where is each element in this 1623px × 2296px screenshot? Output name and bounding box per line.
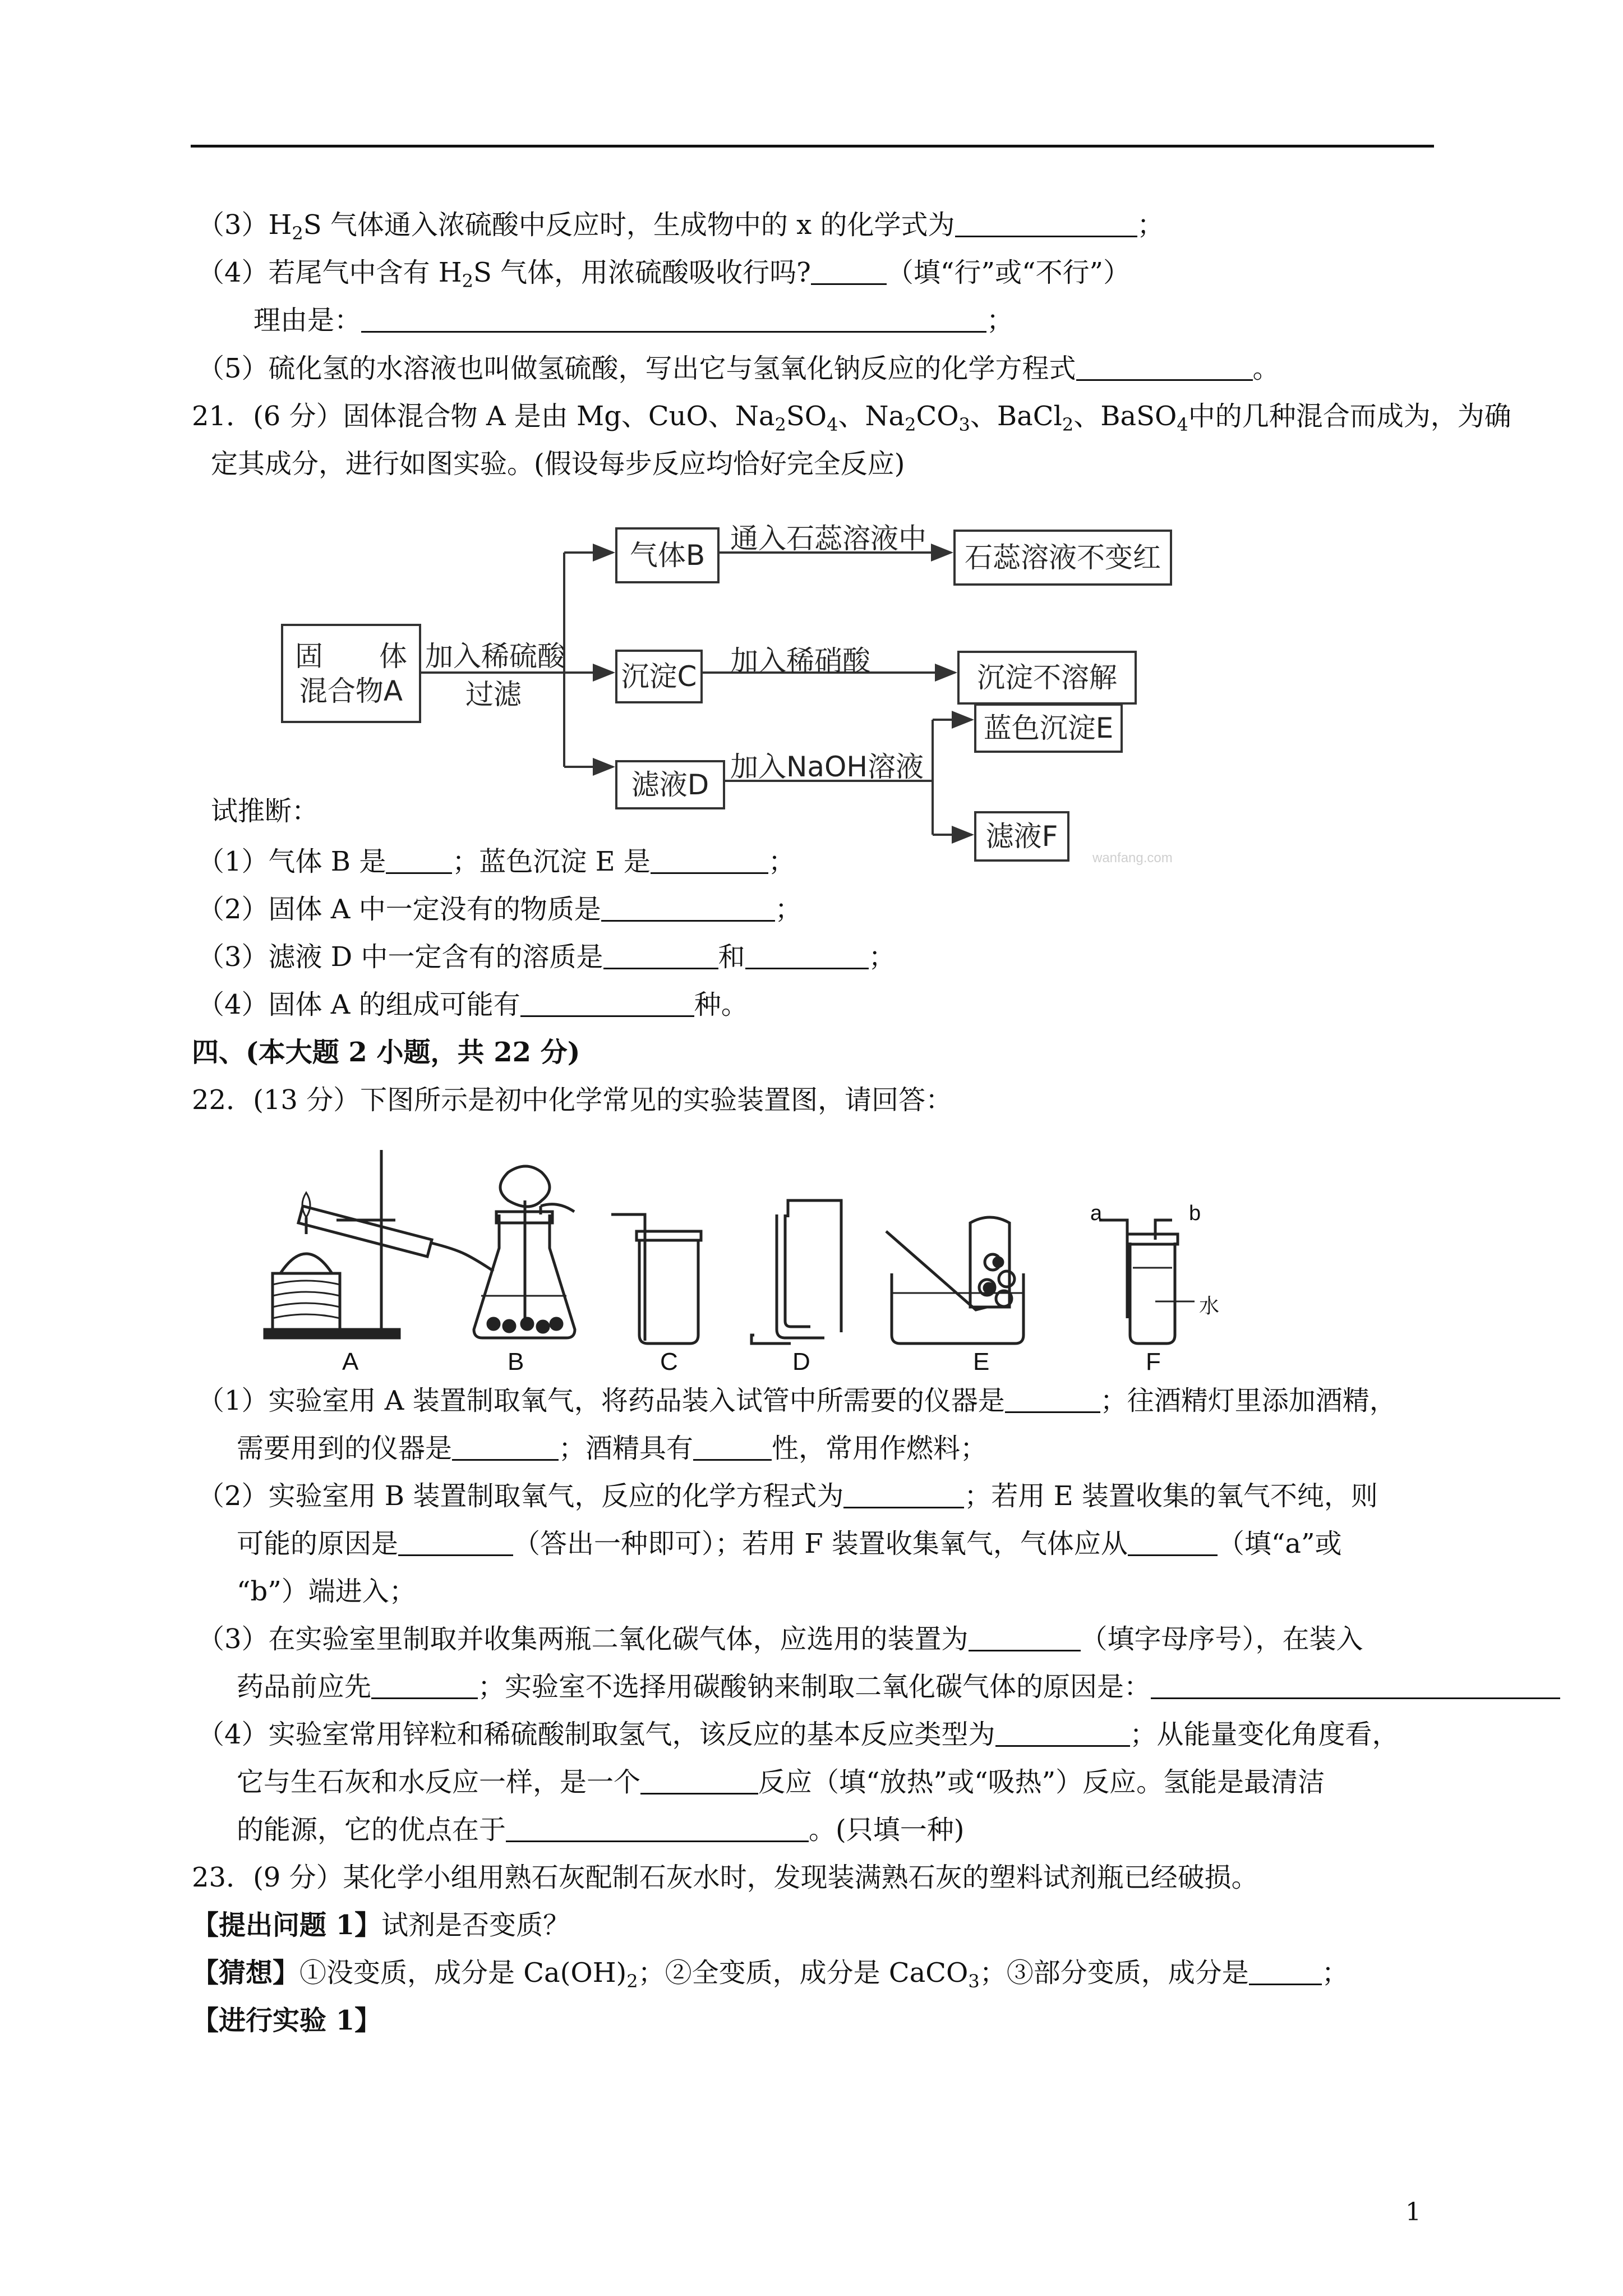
answer-blank[interactable] [1249,1958,1322,1985]
q20-part4-reason: 理由是： ； [253,305,1014,336]
answer-blank[interactable] [1005,1386,1100,1413]
port-label-b: b [1189,1202,1201,1225]
q22-part4-line2: 它与生石灰和水反应一样，是一个 反应（填“放热”或“吸热”）反应。氢能是最清洁 [237,1766,1325,1798]
box-gas-b: 气体B [615,527,720,583]
box-precipitate-insoluble: 沉淀不溶解 [957,651,1137,705]
q22-part3-line2: 药品前应先 ；实验室不选择用碳酸钠来制取二氧化碳气体的原因是： [237,1670,1560,1704]
step-pass-into-litmus: 通入石蕊溶液中 [730,522,926,555]
port-label-a: a [1090,1202,1103,1225]
answer-blank[interactable] [969,1624,1081,1651]
apparatus-label-c: C [660,1348,678,1375]
q20-part3: $(3)H_2S$ 气体通入浓硫酸中反应时，生成物中的 x 的化学式为 ； [197,209,1164,244]
step-add-dilute-nitric-acid: 加入稀硝酸 [730,645,870,677]
box-solid-mixture-a: 固 体 混合物A [281,624,421,723]
q21-answer3: （3）滤液 D 中一定含有的溶质是 和 ； [197,941,896,973]
box-blue-precipitate-e: 蓝色沉淀E [974,703,1123,753]
q22-part2-line1: （2）实验室用 B 装置制取氧气，反应的化学方程式为 ；若用 E 装置收集的氧气不纯，则 [197,1480,1378,1512]
section-4-heading: 四、(本大题 2 小题，共 22 分) [192,1037,580,1068]
q23-question1: 【提出问题 1】试剂是否变质？ [192,1910,570,1941]
step-add-dilute-sulfuric-acid: 加入稀硫酸 [425,640,565,673]
answer-blank[interactable] [371,1672,478,1699]
q21-infer: 试推断： [211,795,319,827]
q23-experiment1: 【进行实验 1】 [192,2005,382,2036]
answer-blank[interactable] [693,1433,772,1461]
q22-stem: 22．(13 分）下图所示是初中化学常见的实验装置图，请回答： [192,1084,953,1116]
q22-part4-line3: 的能源，它的优点在于 。(只填一种) [237,1814,965,1846]
q21-stem-line2: 定其成分，进行如图实验。(假设每步反应均恰好完全反应) [211,448,905,480]
answer-blank[interactable] [452,1433,559,1461]
q20-part4: （4）若尾气中含有 $H_2S$ 气体，用浓硫酸吸收行吗? （填“行”或“不行”） [197,257,1131,292]
water-label: 水 [1199,1294,1220,1317]
apparatus-label-e: E [973,1348,990,1375]
apparatus-label-f: F [1146,1348,1161,1375]
answer-blank[interactable] [398,1529,513,1556]
q23-stem: 23．(9 分）某化学小组用熟石灰配制石灰水时，发现装满熟石灰的塑料试剂瓶已经破损。 [192,1862,1258,1893]
apparatus-label-b: B [508,1348,524,1375]
q21-answer1: （1）气体 B 是 ；蓝色沉淀 E 是 ； [197,846,795,877]
q21-stem-line1: 21．(6 分）固体混合物 A 是由 Mg、CuO、$Na_2SO_4$、$Na_2CO_3$、BaCl$_2$、BaSO$_4$中的几种混合而成为，为确 [192,401,1511,435]
answer-blank[interactable] [640,1767,758,1795]
q22-part2-line3: “b”）端进入； [237,1576,416,1607]
apparatus-label-d: D [792,1348,810,1375]
q23-hypothesis: 【猜想】①没变质，成分是 $Ca(OH)_2$；②全变质，成分是 CaCO$_3$；③部分变质，成分是 ； [192,1957,1349,1992]
q22-part1-line2: 需要用到的仪器是 ；酒精具有 性，常用作燃料； [237,1433,988,1464]
q22-part1-line1: （1）实验室用 A 装置制取氧气，将药品装入试管中所需要的仪器是 ；往酒精灯里添加酒精， [197,1385,1396,1416]
answer-blank[interactable] [1151,1672,1560,1699]
answer-blank[interactable] [843,1481,964,1508]
step-add-naoh: 加入NaOH溶液 [730,751,924,783]
step-filter: 过滤 [465,678,522,711]
q22-part3-line1: （3）在实验室里制取并收集两瓶二氧化碳气体，应选用的装置为 （填字母序号），在装入 [197,1623,1363,1655]
apparatus-label-a: A [342,1348,359,1375]
answer-blank[interactable] [1128,1529,1218,1556]
q22-part4-line1: （4）实验室常用锌粒和稀硫酸制取氢气，该反应的基本反应类型为 ；从能量变化角度看， [197,1719,1399,1750]
q21-answer4: （4）固体 A 的组成可能有 种。 [197,989,748,1020]
q21-answer2: （2）固体 A 中一定没有的物质是 ； [197,894,802,925]
box-filtrate-f: 滤液F [974,811,1069,862]
watermark: wanfang.com [1092,850,1173,866]
answer-blank[interactable] [506,1815,809,1842]
box-filtrate-d: 滤液D [615,760,725,809]
box-litmus-not-red: 石蕊溶液不变红 [953,530,1172,586]
answer-blank[interactable] [995,1719,1130,1747]
box-precipitate-c: 沉淀C [615,650,703,703]
q22-part2-line2: 可能的原因是 （答出一种即可）；若用 F 装置收集氧气，气体应从 （填“a”或 [237,1528,1342,1559]
page-number: 1 [1405,2198,1421,2226]
q20-part5: （5）硫化氢的水溶液也叫做氢硫酸，写出它与氢氧化钠反应的化学方程式 。 [197,353,1280,384]
